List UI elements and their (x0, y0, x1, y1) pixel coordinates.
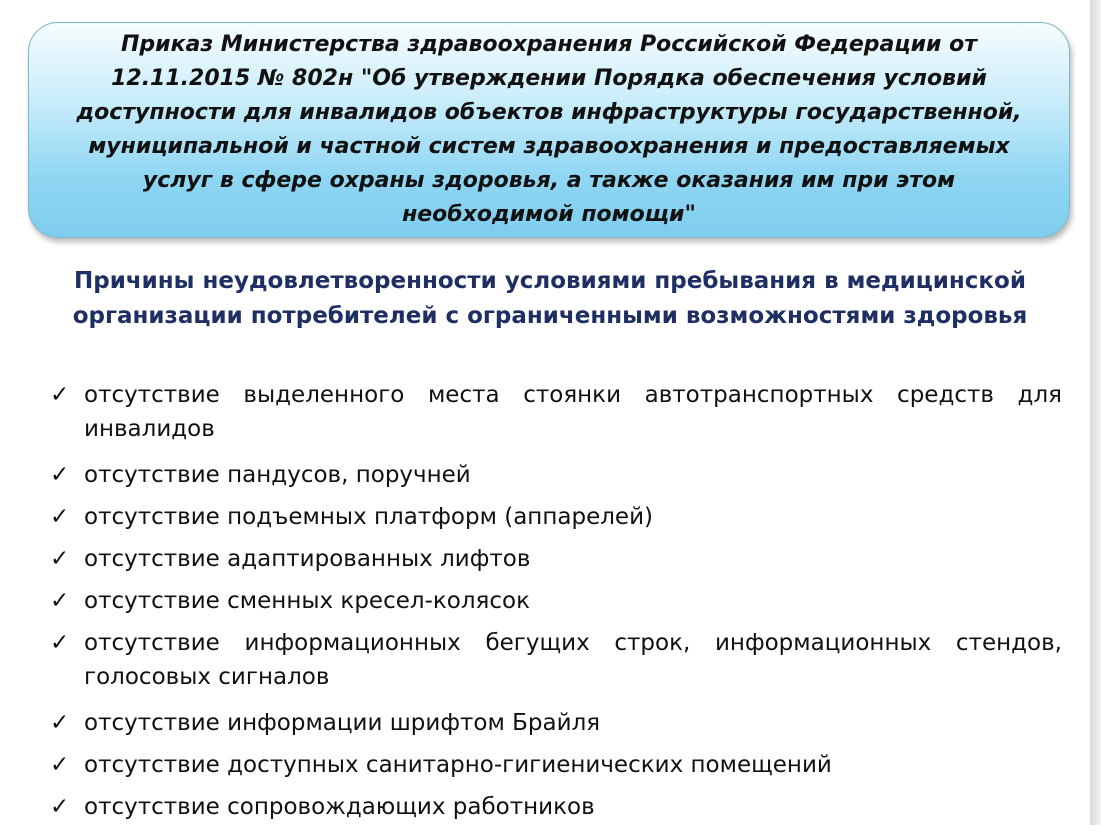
check-icon: ✓ (50, 588, 70, 614)
reason-text: отсутствие подъемных платформ (аппарелей) (84, 504, 654, 530)
check-icon: ✓ (50, 504, 70, 530)
check-icon: ✓ (50, 462, 70, 488)
section-subtitle: Причины неудовлетворенности условиями пребывания в медицинской организации потребителей с ограниченными возможностями здоровья (72, 268, 1028, 329)
list-item (50, 378, 1062, 446)
check-icon: ✓ (50, 630, 70, 656)
reason-text: отсутствие сменных кресел-колясок (84, 588, 530, 614)
reason-text: отсутствие информации шрифтом Брайля (84, 710, 601, 736)
list-item (50, 706, 1062, 740)
list-item (50, 500, 1062, 534)
list-item (50, 458, 1062, 492)
header-banner (28, 22, 1070, 238)
list-item (50, 790, 1062, 824)
reason-text: отсутствие доступных санитарно-гигиенических помещений (84, 752, 832, 778)
check-icon: ✓ (50, 710, 70, 736)
slide-edge (1090, 0, 1101, 825)
check-icon: ✓ (50, 546, 70, 572)
list-item (50, 584, 1062, 618)
check-icon: ✓ (50, 752, 70, 778)
reason-text: отсутствие сопровождающих работников (84, 794, 595, 820)
reasons-list (50, 378, 1062, 832)
reason-text: отсутствие пандусов, поручней (84, 462, 471, 488)
reason-text: отсутствие выделенного места стоянки автотранспортных средств для инвалидов (84, 382, 1062, 442)
order-title: Приказ Министерства здравоохранения Российской Федерации от 12.11.2015 № 802н "Об утверждении Порядка обеспечения условий доступности для инвалидов объектов инфраструктуры государственной, муниципальной и частной систем здравоохранения и предоставляемых услуг в сфере охраны здоровья, а также оказания им при этом необходимой помощи" (76, 32, 1022, 227)
reason-text: отсутствие информационных бегущих строк, информационных стендов, голосовых сигналов (84, 630, 1062, 690)
check-icon: ✓ (50, 382, 70, 408)
list-item (50, 626, 1062, 694)
list-item (50, 748, 1062, 782)
check-icon: ✓ (50, 794, 70, 820)
list-item (50, 542, 1062, 576)
reason-text: отсутствие адаптированных лифтов (84, 546, 531, 572)
